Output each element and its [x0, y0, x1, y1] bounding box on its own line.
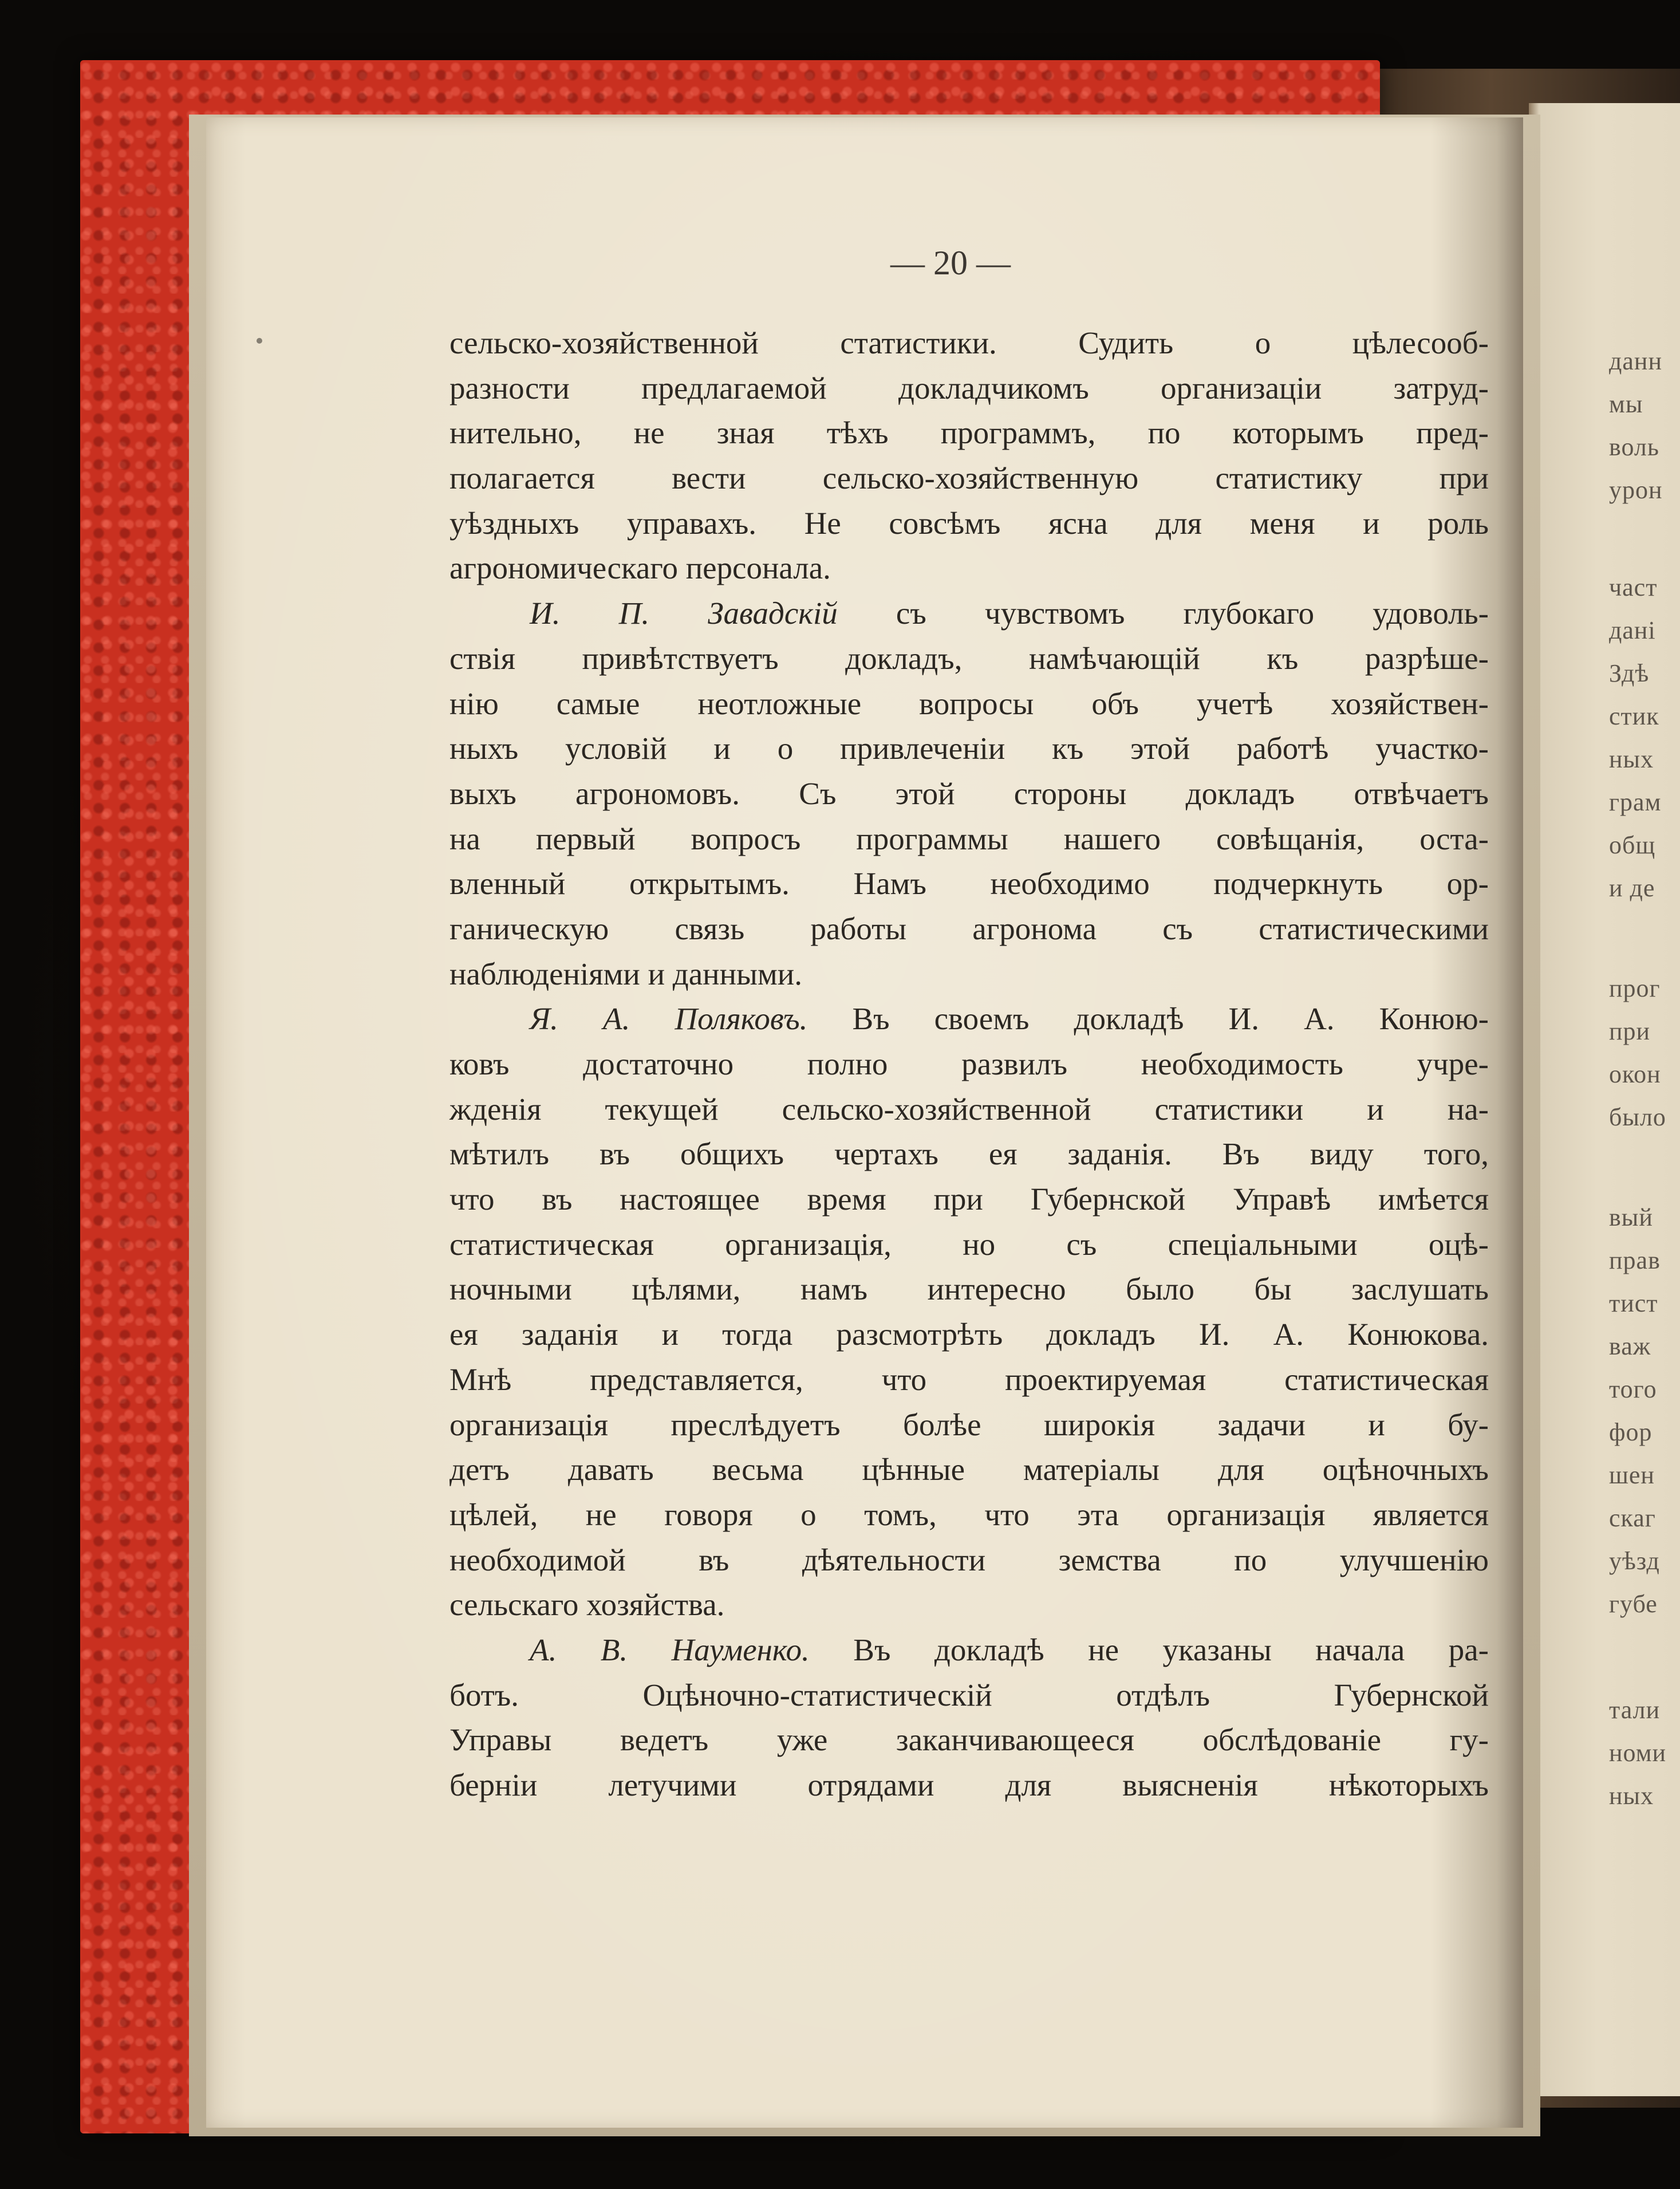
line-text: нію самые неотложные вопросы объ учетѣ хозяйствен-: [449, 686, 1489, 721]
line-text: сельскаго хозяйства.: [449, 1587, 725, 1623]
text-line: [449, 1177, 1489, 1222]
page-body-text: [449, 321, 1489, 1808]
text-line: [449, 1312, 1489, 1357]
facing-page-fragment: фор: [1609, 1418, 1653, 1446]
text-line: [449, 456, 1489, 501]
text-line: [449, 771, 1489, 817]
text-line: [449, 321, 1489, 366]
text-line: [449, 1628, 1489, 1673]
line-text: вленный открытымъ. Намъ необходимо подчеркнуть ор-: [449, 866, 1489, 901]
line-text: полагается вести сельско-хозяйственную статистику при: [449, 460, 1489, 496]
text-line: [449, 501, 1489, 546]
line-text: необходимой въ дѣятельности земства по улучшенію: [449, 1542, 1489, 1577]
line-text: Въ докладѣ не указаны начала ра-: [809, 1632, 1489, 1667]
text-line: [449, 1132, 1489, 1177]
facing-page-fragment: губе: [1609, 1590, 1658, 1618]
text-line: [449, 1357, 1489, 1403]
facing-page-fragment: прав: [1609, 1246, 1661, 1274]
text-line: [449, 1403, 1489, 1448]
facing-page-fragment: окон: [1609, 1060, 1661, 1088]
text-line: [449, 997, 1489, 1042]
text-line: [449, 1582, 1489, 1628]
line-text: цѣлей, не говоря о томъ, что эта организація является: [449, 1497, 1489, 1532]
line-text: выхъ агрономовъ. Съ этой стороны докладъ отвѣчаетъ: [449, 775, 1489, 811]
text-line: [449, 1718, 1489, 1763]
text-line: [449, 817, 1489, 862]
text-line: [449, 1493, 1489, 1538]
facing-page-fragment: прог: [1609, 974, 1661, 1002]
text-line: [449, 726, 1489, 771]
facing-page-fragment: общ: [1609, 831, 1656, 859]
text-line: [449, 1673, 1489, 1718]
facing-page-fragment: тист: [1609, 1289, 1658, 1317]
facing-page-fragment: вый: [1609, 1203, 1653, 1231]
text-line: [449, 1267, 1489, 1312]
line-text: Въ своемъ докладѣ И. А. Конюю-: [807, 1001, 1489, 1037]
facing-page-fragment: данн: [1609, 347, 1663, 375]
facing-page-fragment: ных: [1609, 745, 1654, 773]
facing-page-fragment: шен: [1609, 1461, 1655, 1489]
speaker-name: А. В. Науменко.: [530, 1632, 810, 1667]
text-line: [449, 1042, 1489, 1087]
line-text: Мнѣ представляется, что проектируемая статистическая: [449, 1361, 1489, 1397]
text-line: [449, 546, 1489, 591]
facing-page: [1529, 103, 1680, 2096]
speaker-name: Я. А. Поляковъ.: [530, 1001, 808, 1037]
line-text: съ чувствомъ глубокаго удоволь-: [837, 596, 1489, 631]
text-line: [449, 366, 1489, 411]
page-number: — 20 —: [890, 244, 1011, 282]
line-text: ботъ. Оцѣночно-статистическій отдѣлъ Губернской: [449, 1677, 1489, 1712]
facing-page-fragment: грам: [1609, 788, 1662, 816]
text-line: [449, 1087, 1489, 1132]
facing-page-fragment: тали: [1609, 1696, 1661, 1724]
line-text: мѣтилъ въ общихъ чертахъ ея заданія. Въ виду того,: [449, 1136, 1489, 1172]
line-text: ночными цѣлями, намъ интересно было бы заслушать: [449, 1271, 1489, 1307]
text-line: [449, 411, 1489, 456]
speaker-name: И. П. Завадскій: [530, 596, 838, 631]
text-line: [449, 1763, 1489, 1808]
text-line: [449, 1538, 1489, 1583]
line-text: что въ настоящее время при Губернской Управѣ имѣется: [449, 1182, 1489, 1217]
line-text: ковъ достаточно полно развилъ необходимость учре-: [449, 1046, 1489, 1081]
line-text: берніи летучими отрядами для выясненія нѣкоторыхъ: [449, 1767, 1489, 1802]
facing-page-fragment: уѣзд: [1609, 1547, 1660, 1575]
line-text: наблюденіями и данными.: [449, 956, 802, 991]
line-text: агрономическаго персонала.: [449, 550, 831, 586]
facing-page-fragment: и де: [1609, 874, 1655, 902]
facing-page-fragment: мы: [1609, 390, 1643, 418]
text-line: [449, 636, 1489, 682]
text-line: [449, 682, 1489, 727]
facing-page-fragment: ных: [1609, 1782, 1654, 1810]
line-text: сельско-хозяйственной статистики. Судить о цѣлесооб-: [449, 325, 1489, 360]
text-line: [449, 907, 1489, 952]
text-line: [449, 1447, 1489, 1493]
facing-page-fragment: воль: [1609, 433, 1659, 461]
line-text: статистическая организація, но съ спеціальными оцѣ-: [449, 1226, 1489, 1262]
line-text: детъ давать весьма цѣнные матеріалы для оцѣночныхъ: [449, 1452, 1489, 1487]
facing-page-fragment: урон: [1609, 476, 1663, 504]
facing-page-fragment: Здѣ: [1609, 659, 1650, 687]
facing-page-fragment: того: [1609, 1375, 1657, 1403]
line-text: на первый вопросъ программы нашего совѣщанія, оста-: [449, 821, 1489, 856]
facing-page-fragment: данi: [1609, 616, 1656, 644]
facing-page-fragment: част: [1609, 573, 1658, 601]
line-text: нительно, не зная тѣхъ программъ, по которымъ пред-: [449, 415, 1489, 451]
line-text: разности предлагаемой докладчикомъ организаціи затруд-: [449, 370, 1489, 405]
line-text: уѣздныхъ управахъ. Не совсѣмъ ясна для меня и роль: [449, 505, 1489, 541]
text-line: [449, 591, 1489, 636]
line-text: ствія привѣтствуетъ докладъ, намѣчающій къ разрѣше-: [449, 640, 1489, 676]
facing-page-fragment: номи: [1609, 1739, 1667, 1767]
text-line: [449, 861, 1489, 907]
facing-page-fragment: важ: [1609, 1332, 1651, 1360]
facing-page-fragment: скаг: [1609, 1504, 1656, 1532]
line-text: ныхъ условій и о привлеченіи къ этой работѣ участко-: [449, 731, 1489, 766]
facing-page-fragment: было: [1609, 1103, 1666, 1131]
line-text: ганическую связь работы агронома съ статистическими: [449, 911, 1489, 946]
line-text: жденія текущей сельско-хозяйственной статистики и на-: [449, 1091, 1489, 1127]
facing-page-fragment: при: [1609, 1017, 1651, 1045]
line-text: организація преслѣдуетъ болѣе широкія задачи и бу-: [449, 1407, 1489, 1442]
margin-mark: [257, 338, 262, 344]
text-line: [449, 952, 1489, 997]
line-text: ея заданія и тогда разсмотрѣть докладъ И. А. Конюкова.: [449, 1317, 1489, 1352]
text-line: [449, 1222, 1489, 1267]
facing-page-fragment: стик: [1609, 702, 1659, 730]
line-text: Управы ведетъ уже заканчивающееся обслѣдованіе гу-: [449, 1722, 1489, 1758]
